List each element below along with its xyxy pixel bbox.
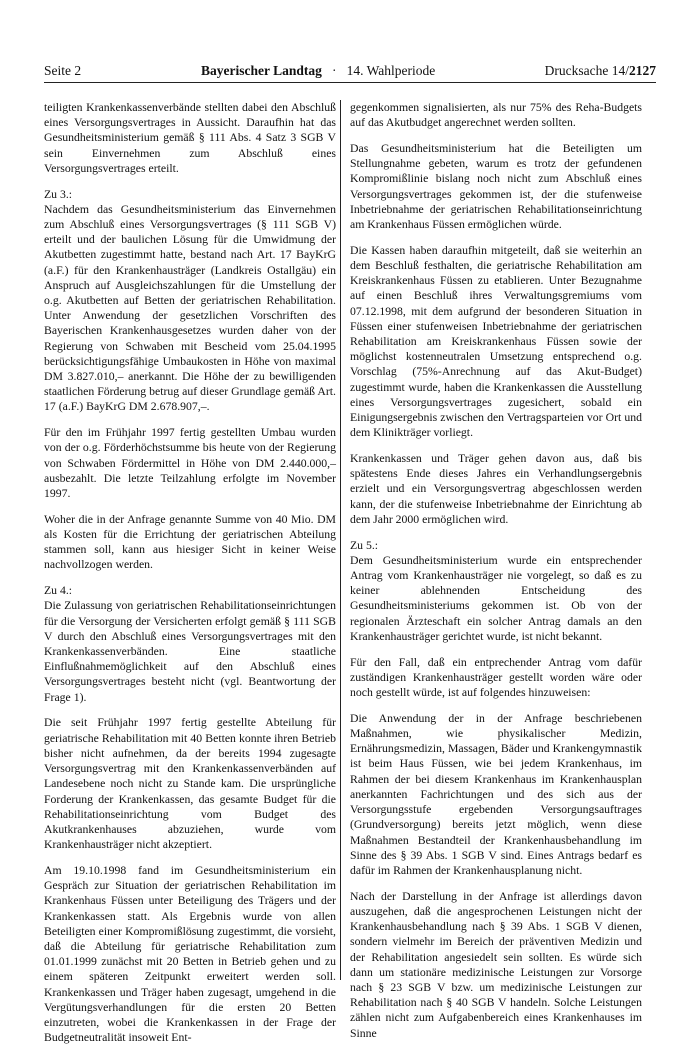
legislative-period: 14. Wahlperiode (346, 63, 436, 78)
paragraph: teiligten Krankenkassenverbände stellten dabei den Abschluß eines Versorgungsvertrages in Aussicht. Daraufhin hat das Gesundheitsministerium gemäß § 111 Abs. 4 Satz 3 SGB V sein Einvernehmen zum Abschluß eines Versorgungsvertrages erteilt. (44, 101, 336, 175)
paragraph: Das Gesundheitsministerium hat die Beteiligten um Stellungnahme gebeten, warum es trotz der gefundenen Kompromißlinie bislang noch nicht zum Abschluß eines Versorgungsvertrages gekommen ist, der die stufenweise Inbetriebnahme der geriatrischen Rehabilitationseinrichtung am Krankenhaus Füssen ermöglichen würde. (350, 142, 642, 232)
paragraph: Am 19.10.1998 fand im Gesundheitsministerium ein Gespräch zur Situation der geriatrischen Rehabilitation im Krankenhaus Füssen unter Beteiligung des Trägers und der Krankenkassen statt. Als Ergebnis wurde von allen Beteiligten einer Kompromißlösung zugestimmt, die vorsieht, daß die Abteilung für geriatrische Rehabilitation zum 01.01.1999 zunächst mit 20 Betten in Betrieb gehen und zu einem späteren Zeitpunkt erweitert werden soll. Krankenkassen und Träger haben zugesagt, umgehend in die Vergütungsverhandlungen für die ersten 20 Betten einzutreten, wobei die Krankenkassen in der Frage der Budgetneutralität insoweit Ent- (44, 863, 336, 1045)
column-divider (340, 100, 341, 980)
left-column (44, 100, 336, 1045)
document-number-bold: 2127 (629, 63, 656, 78)
section-heading: Zu 5.: (350, 538, 379, 552)
header-title (201, 63, 435, 79)
page-number: Seite 2 (44, 63, 82, 78)
paragraph: Die seit Frühjahr 1997 fertig gestellte Abteilung für geriatrische Rehabilitation mit 40 Betten konnte ihren Betrieb bisher nicht aufnehmen, da der bereits 1994 zugesagte Versorgungsvertrag mit den Krankenkassenverbänden auf Landesebene noch nicht zu Stande kam. Die ursprüngliche Forderung der Krankenkassen, das gesamte Budget für die Rehabilitationseinrichtung vom Budget des Akutkrankenhauses abzuziehen, wurde vom Krankenhausträger nicht akzeptiert. (44, 716, 336, 852)
paragraph: Nach der Darstellung in der Anfrage ist allerdings davon auszugehen, daß die angesprochenen Leistungen nicht der Krankenhausbehandlung nach § 39 Abs. 1 SGB V dienen, sondern vielmehr im Bereich der präventiven Medizin und der Rehabilitation angesiedelt sein sollten. Es würde sich dann um stationäre medizinische Leistungen zur Vorsorge nach § 23 SGB V bzw. um medizinische Leistungen zur Rehabilitation nach § 40 SGB V handeln. Solche Leistungen zählen nicht zum Aufgabenbereich eines Krankenhauses im Sinne (350, 889, 642, 1040)
document-prefix: Drucksache 14/ (544, 63, 629, 78)
paragraph: gegenkommen signalisierten, als nur 75% des Reha-Budgets auf das Akutbudget angerechnet werden sollten. (350, 101, 642, 130)
paragraph: Die Zulassung von geriatrischen Rehabilitationseinrichtungen für die Versorgung der Versicherten erfolgt gemäß § 111 SGB V durch den Abschluß eines Versorgungsvertrages mit den Krankenkassenverbänden. Eine staatliche Einflußnahmemöglichkeit auf den Abschluß eines Versorgungsvertrages besteht nicht (vgl. Beantwortung der Frage 1). (44, 599, 336, 704)
right-column (350, 100, 642, 1041)
section-heading: Zu 3.: (44, 187, 73, 201)
paragraph: Die Anwendung der in der Anfrage beschriebenen Maßnahmen, wie physikalischer Medizin, Ernährungsmedizin, Massagen, Bäder und Krankengymnastik ist beim Haus Füssen, wie bei jedem Krankenhaus, im Rahmen der bei diesem Krankenhaus im Krankenhausplan anerkannten Fachrichtungen und des sich aus der Versorgungsstufe ergebenden Versorgungsauftrages (Grundversorgung) bereits jetzt möglich, wenn diese Maßnahmen Bestandteil der Krankenhausbehandlung im Sinne des § 39 Abs. 1 SGB V sind. Eines Antrags bedarf es dafür im Rahmen der Krankenhausplanung nicht. (350, 711, 642, 877)
paragraph: Dem Gesundheitsministerium wurde ein entsprechender Antrag vom Krankenhausträger nie vorgelegt, so daß es zu keiner ablehnenden Entscheidung des Gesundheitsministeriums gekommen ist. Ob von der regionalen Ärzteschaft ein solcher Antrag damals an den Krankenhausträger gerichtet wurde, ist nicht bekannt. (350, 553, 642, 643)
page-header (44, 61, 656, 81)
parliament-name: Bayerischer Landtag (201, 63, 322, 78)
header-separator: · (332, 63, 337, 78)
paragraph: Die Kassen haben daraufhin mitgeteilt, daß sie weiterhin an dem Beschluß festhalten, die geriatrische Rehabilitation am Kreiskrankenhaus Füssen zu etablieren. Unter Bezugnahme auf einen Beschluß ihres Verwaltungsgremiums vom 07.12.1998, mit dem aufgrund der besonderen Situation in Füssen einer stufenweisen Inbetriebnahme der geriatrischen Rehabilitation am Kreiskrankenhaus Füssen sowie der möglichst kostenneutralen Umsetzung entsprechend o.g. Vorschlag (75%-Anrechnung auf das Akut-Budget) zugestimmt wurde, haben die Krankenkassen die Ausstellung eines Versorgungsvertrages zugesichert, sobald ein Einigungsergebnis zwischen den Vertragsparteien vor Ort und dem Klinikträger vorliegt. (350, 243, 642, 440)
document-number (545, 63, 656, 79)
section-heading: Zu 4.: (44, 584, 73, 598)
paragraph: Krankenkassen und Träger gehen davon aus, daß bis spätestens Ende dieses Jahres ein Verhandlungsergebnis erzielt und ein Versorgungsvertrag abgeschlossen werden kann, der die stufenweise Inbetriebnahme der Einrichtung ab dem Jahr 2000 ermöglichen wird. (350, 452, 642, 526)
paragraph: Für den Fall, daß ein entprechender Antrag vom dafür zuständigen Krankenhausträger gestellt worden wäre oder noch gestellt würde, ist auf folgendes hinzuweisen: (350, 655, 642, 700)
paragraph: Nachdem das Gesundheitsministerium das Einvernehmen zum Abschluß eines Versorgungsvertrages (§ 111 SGB V) erteilt und der baulichen Lösung für die Umwidmung der Akutbetten zugestimmt hatte, bestand nach Art. 17 BayKrG (a.F.) für den Krankenhausträger (Landkreis Ostallgäu) ein Anspruch auf Ausgleichszahlungen für die Umstellung der o.g. Akutbetten auf Betten der geriatrischen Rehabilitation. Unter Anwendung der gesetzlichen Vorschriften des Bayerischen Krankenhausgesetzes wurden daher von der Regierung von Schwaben mit Bescheid vom 25.04.1995 berücksichtigungsfähige Umbaukosten in Höhe von maximal DM 3.827.010,– anerkannt. Die Höhe der zu bewilligenden staatlichen Förderung betrug auf dieser Grundlage gemäß Art. 17 (a.F.) BayKrG DM 2.678.907,–. (44, 202, 336, 414)
header-rule (44, 82, 656, 83)
paragraph: Für den im Frühjahr 1997 fertig gestellten Umbau wurden von der o.g. Förderhöchstsumme bis heute von der Regierung von Schwaben Fördermittel in Höhe von DM 2.440.000,– ausbezahlt. Die letzte Teilzahlung erfolgte im November 1997. (44, 426, 336, 501)
paragraph: Woher die in der Anfrage genannte Summe von 40 Mio. DM als Kosten für die Errichtung der geriatrischen Abteilung stammen soll, kann aus hiesiger Sicht in keiner Weise nachvollzogen werden. (44, 512, 336, 572)
